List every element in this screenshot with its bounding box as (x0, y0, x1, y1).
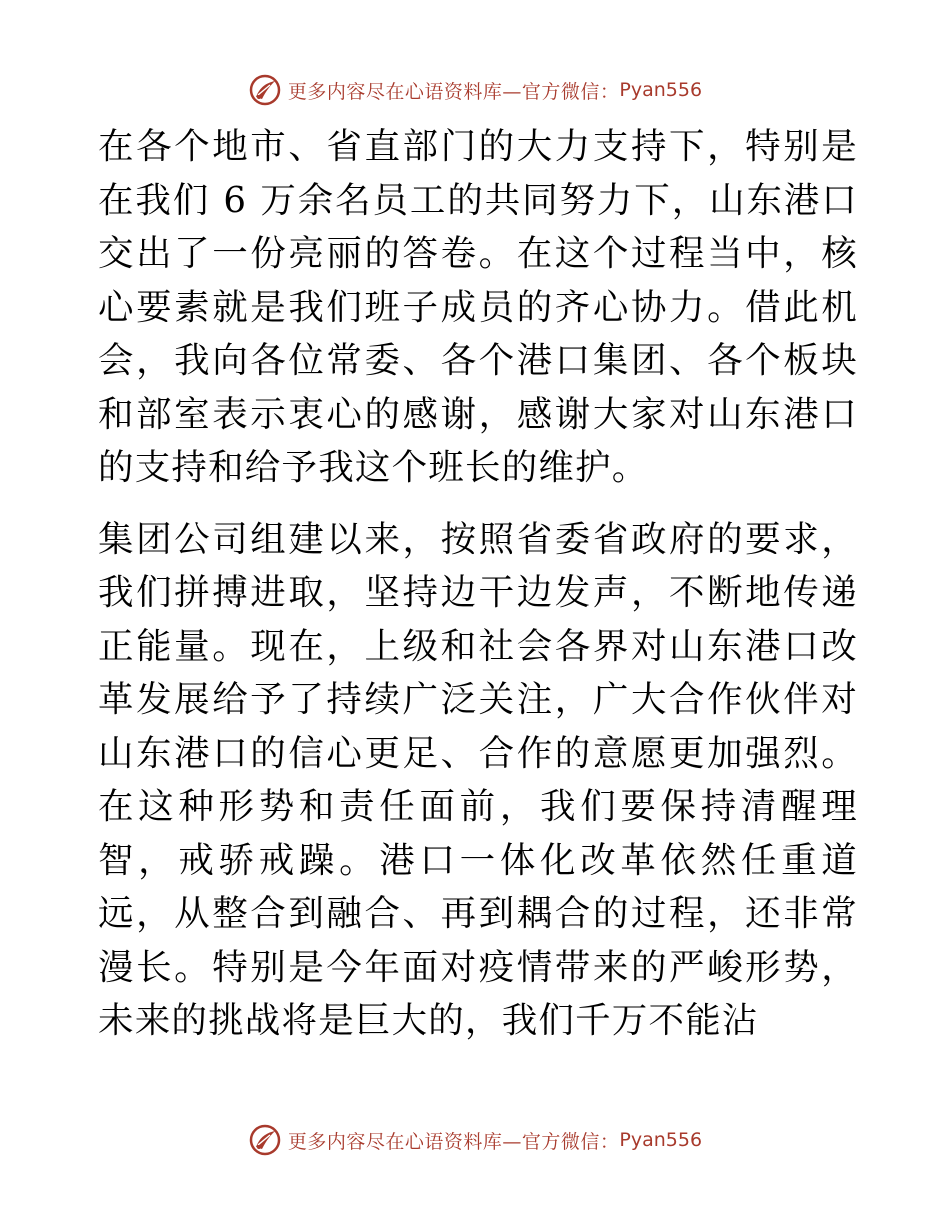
footer-banner (0, 1120, 950, 1160)
document-body (98, 120, 858, 1048)
footer-wechat-id: Pyan556 (619, 1129, 703, 1151)
brand-logo-icon (248, 73, 282, 107)
brand-logo-icon (248, 1123, 282, 1157)
header-banner-text: 更多内容尽在心语资料库—官方微信： (287, 80, 620, 103)
header-wechat-id: Pyan556 (619, 79, 703, 101)
header-banner (0, 70, 950, 110)
footer-banner-text: 更多内容尽在心语资料库—官方微信： (287, 1130, 620, 1153)
paragraph-2: 集团公司组建以来，按照省委省政府的要求，我们拼搏进取，坚持边干边发声，不断地传递正能量。现在，上级和社会各界对山东港口改革发展给予了持续广泛关注，广大合作伙伴对山东港口的信心更足、合作的意愿更加强烈。在这种形势和责任面前，我们要保持清醒理智，戒骄戒躁。港口一体化改革依然任重道远，从整合到融合、再到耦合的过程，还非常漫长。特别是今年面对疫情带来的严峻形势，未来的挑战将是巨大的，我们千万不能沾 (98, 518, 858, 1041)
paragraph-1: 在各个地市、省直部门的大力支持下，特别是在我们 6 万余名员工的共同努力下，山东港口交出了一份亮丽的答卷。在这个过程当中，核心要素就是我们班子成员的齐心协力。借此机会，我向各位常委、各个港口集团、各个板块和部室表示衷心的感谢，感谢大家对山东港口的支持和给予我这个班长的维护。 (98, 126, 858, 488)
